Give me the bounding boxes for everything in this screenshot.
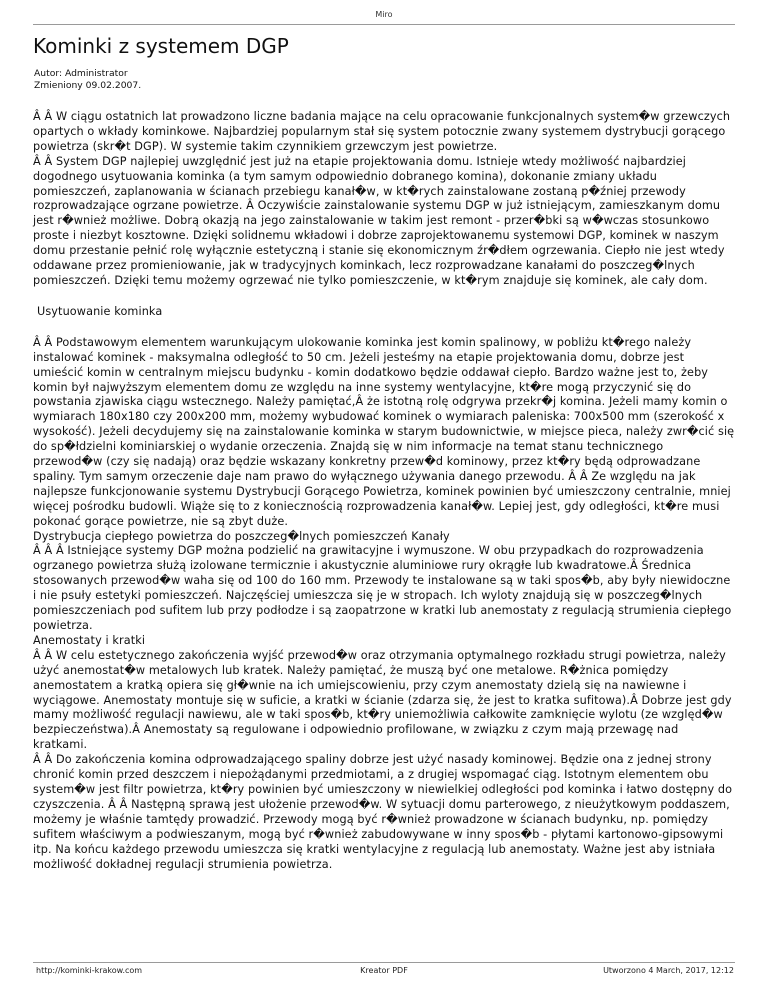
- body-paragraph-6: Â Â Do zakończenia komina odprowadzającego spaliny dobrze jest użyć nasady kominowej. Będzie ona z jednej strony chronić komin przed deszczem i niepożądanymi przedmiotami, a z drugiej wspomagać ciąg. Istotnym elementem obu system�w jest filtr powietrza, kt�ry powinien być umieszczony w niewielkiej odległości pod kominka i łatwo dostępny do czyszczenia. Â Â Następną sprawą jest ułożenie przewod�w. W sytuacji domu parterowego, z nieużytkowym poddaszem, możemy je właśnie tamtędy prowadzić. Przewody mogą być r�wnież prowadzone w ścianach budynku, np. pomiędzy sufitem właściwym a podwieszanym, mogą być r�wnież zabudowywane w inny spos�b - płytami kartonowo-gipsowymi itp. Na końcu każdego przewodu umieszcza się kratki wentylacyjne z regulacją lub anemostaty. Ważne jest aby istniała możliwość dokładnej regulacji strumienia powietrza.: [33, 753, 733, 871]
- article-body: [33, 110, 735, 872]
- author-line: Autor: Administrator: [34, 68, 128, 79]
- body-paragraph-3: Â Â Â Istniejące systemy DGP można podzielić na grawitacyjne i wymuszone. W obu przypadkach do rozprowadzenia ogrzanego powietrza służą izolowane termicznie i akustycznie aluminiowe rury okrągłe lub kwadratowe.Â Średnica stosowanych przewod�w waha się od 100 do 160 mm. Przewody te instalowane są w taki spos�b, aby były niewidoczne i nie psuły estetyki pomieszczeń. Najczęściej umieszcza się je w stropach. Ich wyloty znajdują się w poszczeg�lnych pomieszczeniach pod sufitem lub przy podłodze i są zaopatrzone w kratki lub anemostaty z regulacją strumienia ciepłego powietrza.: [33, 544, 732, 632]
- footer-generator: Kreator PDF: [360, 966, 408, 975]
- document-header-title: Miro: [375, 10, 393, 19]
- page-title: Kominki z systemem DGP: [33, 34, 289, 58]
- body-paragraph-5: Â Â W celu estetycznego zakończenia wyjść przewod�w oraz otrzymania optymalnego rozkładu strugi powietrza, należy użyć anemostat�w metalowych lub kratek. Należy pamiętać, że muszą być one metalowe. R�żnica pomiędzy anemostatem a kratką opiera się gł�wnie na ich umiejscowieniu, przy czym anemostaty dzielą się na nawiewne i wyciągowe. Anemostaty montuje się w suficie, a kratki w ścianie (zdarza się, że jest to kratka sufitowa).Â Dobrze jest gdy mamy możliwość regulacji nawiewu, ale w taki spos�b, kt�ry uniemożliwia całkowite zamknięcie wylotu (ze względ�w bezpieczeństwa).Â Anemostaty są regulowane i odpowiednio profilowane, w związku z czym mają przewagę nad kratkami.: [33, 648, 732, 752]
- body-paragraph-2: Dystrybucja ciepłego powietrza do poszczeg�lnych pomieszczeń Kanały: [33, 529, 450, 543]
- body-paragraph-4: Anemostaty i kratki: [33, 633, 146, 647]
- footer-divider: [33, 962, 735, 963]
- article-meta: [34, 68, 141, 92]
- section-heading: Usytuowanie kominka: [37, 304, 163, 318]
- header-divider: [33, 24, 735, 25]
- footer-url-link[interactable]: http://kominki-krakow.com: [36, 966, 143, 975]
- footer-created-date: Utworzono 4 March, 2017, 12:12: [603, 966, 734, 975]
- modified-line: Zmieniony 09.02.2007.: [34, 80, 142, 91]
- body-paragraph-1: Â Â Podstawowym elementem warunkującym ulokowanie kominka jest komin spalinowy, w pobliżu kt�rego należy instalować kominek - maksymalna odległość to 50 cm. Jeżeli jesteśmy na etapie projektowania domu, dobrze jest umieścić komin w centralnym miejscu budynku - komin dodatkowo będzie oddawał ciepło. Bardzo ważne jest to, żeby komin był najwyższym elementem domu ze względu na inne systemy wentylacyjne, kt�re mogą przyczynić się do powstania zjawiska ciągu wstecznego. Należy pamiętać,Â że istotną rolę odgrywa przekr�j komina. Jeżeli mamy komin o wymiarach 180x180 czy 200x200 mm, możemy wybudować kominek o wymiarach paleniska: 700x500 mm (szerokość x wysokość). Jeżeli decydujemy się na zainstalowanie kominka w starym budownictwie, w miejsce pieca, należy zwr�cić się do sp�łdzielni kominiarskiej o wydanie orzeczenia. Znajdą się w nim informacje na temat stanu technicznego przewod�w (czy się nadają) oraz będzie wskazany konkretny przew�d kominowy, przez kt�ry będą odprowadzane spaliny. Tym samym orzeczenie daje nam prawo do wyłącznego używania danego przewodu. Â Â Ze względu na jak najlepsze funkcjonowanie systemu Dystrybucji Gorącego Powietrza, kominek powinien być umieszczony centralnie, mniej więcej pośrodku budowli. Wiąże się to z koniecznością rozprowadzenia kanał�w. Lepiej jest, gdy odległości, kt�re musi pokonać gorące powietrze, nie są zbyt duże.: [33, 335, 735, 528]
- intro-paragraph-1: Â Â W ciągu ostatnich lat prowadzono liczne badania mające na celu opracowanie funkcjonalnych system�w grzewczych opartych o wkłady kominkowe. Najbardziej popularnym stał się system potocznie zwany systemem dystrybucji gorącego powietrza (skr�t DGP). W systemie takim czynnikiem grzewczym jest powietrze.: [33, 110, 731, 153]
- intro-paragraph-2: Â Â System DGP najlepiej uwzględnić jest już na etapie projektowania domu. Istnieje wtedy możliwość najbardziej dogodnego usytuowania kominka (a tym samym odpowiednio dobranego komina), dokonanie zmiany układu pomieszczeń, zaplanowania w ścianach przebiegu kanał�w, w kt�rych zainstalowane zostaną p�źniej przewody rozprowadzające ogrzane powietrze. Â Oczywiście zainstalowanie systemu DGP w już istniejącym, zamieszkanym domu jest r�wnież możliwe. Dobrą okazją na jego zainstalowanie w takim jest remont - przer�bki są w�wczas stosunkowo proste i niezbyt kosztowne. Dzięki solidnemu wkładowi i dobrze zaprojektowanemu systemowi DGP, kominek w naszym domu przestanie pełnić rolę wyłącznie estetyczną i stanie się ekonomicznym źr�dłem ogrzewania. Ciepło nie jest wtedy oddawane przez promieniowanie, jak w tradycyjnych kominkach, lecz rozprowadzane kanałami do poszczeg�lnych pomieszczeń. Dzięki temu możemy ogrzewać nie tylko pomieszczenie, w kt�rym znajduje się kominek, ale cały dom.: [33, 154, 725, 287]
